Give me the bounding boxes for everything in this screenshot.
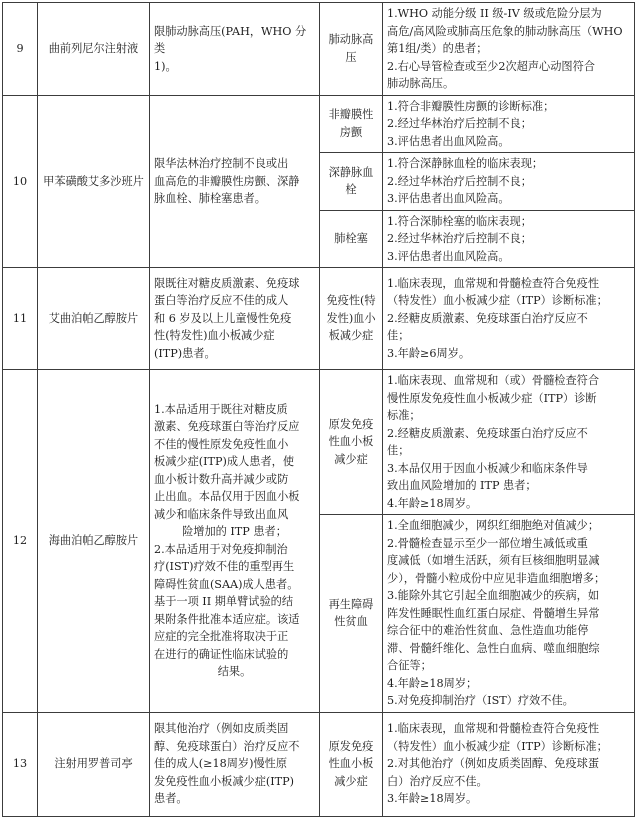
indication-name: 肺动脉高压 <box>320 3 383 96</box>
criteria-line: 综合征中的难治性贫血、急性造血功能停 <box>387 624 589 637</box>
scope-line: 限华法林治疗控制不良或出 <box>154 157 289 170</box>
scope-line: 1.本品适用于既往对糖皮质 <box>154 402 288 416</box>
table-row <box>3 95 635 153</box>
row-number: 9 <box>3 3 38 96</box>
restricted-scope <box>150 268 320 370</box>
scope-line: 限既往对糖皮质激素、免疫球 <box>154 276 300 290</box>
criteria-line: 1.符合深静脉血栓的临床表现； <box>387 157 544 170</box>
scope-line: 患者。 <box>154 792 188 806</box>
criteria-line: 3.年龄≥6周岁。 <box>387 346 471 360</box>
indication-name: 非瓣膜性房颤 <box>320 95 383 153</box>
scope-line: 2.本品适用于对免疫抑制治 <box>154 542 288 556</box>
criteria <box>383 712 635 816</box>
table-row <box>3 712 635 816</box>
criteria-line: 2.经糖皮质激素、免疫球蛋白治疗反应不 <box>387 311 588 325</box>
criteria-line: 标准； <box>387 409 421 422</box>
scope-line: 疗(IST)疗效不佳的重型再生 <box>154 560 295 574</box>
indication-name: 肺栓塞 <box>320 210 383 268</box>
scope-line: 脉血栓、肺栓塞患者。 <box>154 192 266 205</box>
criteria-line: 致出血风险增加的 ITP 患者； <box>387 479 537 492</box>
table-row <box>3 370 635 515</box>
drug-name: 海曲泊帕乙醇胺片 <box>38 370 150 713</box>
scope-line: 基于一项 II 期单臂试验的结 <box>154 595 294 609</box>
criteria-line: 慢性原发免疫性血小板减少症（ITP）诊断 <box>387 391 597 405</box>
criteria <box>383 370 635 515</box>
scope-line: 险增加的 ITP 患者； <box>182 525 287 539</box>
row-number: 13 <box>3 712 38 816</box>
criteria <box>383 515 635 713</box>
criteria-line: 1.符合非瓣膜性房颤的诊断标准； <box>387 99 555 113</box>
criteria-line: 肺动脉高压。 <box>387 77 455 90</box>
criteria-line: 2.经糖皮质激素、免疫球蛋白治疗反应不 <box>387 426 588 440</box>
indication-name: 原发免疫性血小板减少症 <box>320 712 383 816</box>
criteria <box>383 153 635 211</box>
scope-line: 限其他治疗（例如皮质类固 <box>154 722 289 736</box>
drug-name: 艾曲泊帕乙醇胺片 <box>38 268 150 370</box>
criteria-line: 3.评估患者出血风险高。 <box>387 249 510 263</box>
scope-line: 板减少症(ITP)成人患者，使 <box>154 455 295 469</box>
criteria-line: 1.符合深肺栓塞的临床表现； <box>387 214 532 228</box>
criteria-line: 度减低（如增生活跃，须有巨核细胞明显减 <box>387 554 600 567</box>
scope-line: 蛋白等治疗反应不佳的成人 <box>154 294 289 308</box>
criteria <box>383 3 635 96</box>
criteria-line: 2.经过华林治疗后控制不良； <box>387 117 532 130</box>
criteria-line: 5.对免疫抑制治疗（IST）疗效不佳。 <box>387 694 574 707</box>
criteria-line: 1.临床表现、血常规和（或）骨髓检查符合 <box>387 374 600 387</box>
criteria-line: 白）治疗反应不佳。 <box>387 774 488 788</box>
criteria-line: 3.评估患者出血风险高。 <box>387 192 510 205</box>
row-number: 10 <box>3 95 38 268</box>
row-number: 11 <box>3 268 38 370</box>
scope-line: 醇、免疫球蛋白）治疗反应不 <box>154 739 300 753</box>
criteria-line: 1.WHO 动能分级 II 级-IV 级或危险分层为 <box>387 7 602 20</box>
scope-line: 佳的成人(≥18周岁)慢性原 <box>154 757 288 771</box>
criteria-line: （特发性）血小板减少症（ITP）诊断标准； <box>387 294 608 308</box>
scope-line: 果附条件批准本适应症。该适 <box>154 612 300 626</box>
scope-line: 发免疫性血小板减少症(ITP) <box>154 774 295 788</box>
criteria-line: 2.右心导管检查或至少2次超声心动图符合 <box>387 59 595 73</box>
criteria-line: 1.临床表现，血常规和骨髓检查符合免疫性 <box>387 276 600 290</box>
scope-line: 1)。 <box>154 59 177 73</box>
criteria <box>383 210 635 268</box>
criteria-line: 滞、骨髓纤维化、急性白血病、噬血细胞综 <box>387 641 600 655</box>
drug-indication-table <box>2 2 635 817</box>
scope-line: 性(特发性)血小板减少症 <box>154 329 275 343</box>
criteria-line: 2.对其他治疗（例如皮质类固醇、免疫球蛋 <box>387 757 600 771</box>
restricted-scope <box>150 95 320 268</box>
scope-line: 血高危的非瓣膜性房颤、深静 <box>154 174 300 188</box>
criteria-line: 3.能除外其它引起全血细胞减少的疾病，如 <box>387 589 600 602</box>
criteria-line: 2.经过华林治疗后控制不良； <box>387 174 532 188</box>
scope-line: 减少和临床条件导致出血风 <box>154 507 289 521</box>
criteria-line: 少），骨髓小粒成份中应见非造血细胞增多； <box>387 571 606 585</box>
criteria <box>383 95 635 153</box>
criteria-line: 佳； <box>387 329 410 343</box>
criteria-line: 3.本品仅用于因血小板减少和临床条件导 <box>387 461 588 475</box>
drug-name: 注射用罗普司亭 <box>38 712 150 816</box>
scope-line: 限肺动脉高压(PAH，WHO 分类 <box>154 24 307 55</box>
scope-line: 和 6 岁及以上儿童慢性免疫 <box>154 311 292 325</box>
criteria-line: 佳； <box>387 444 410 457</box>
criteria-line: 1.全血细胞减少，网织红细胞绝对值减少； <box>387 519 600 532</box>
scope-line: (ITP)患者。 <box>154 346 216 360</box>
criteria-line: 合征等； <box>387 659 432 672</box>
scope-line: 障碍性贫血(SAA)成人患者。 <box>154 577 299 591</box>
drug-name: 甲苯磺酸艾多沙班片 <box>38 95 150 268</box>
row-number: 12 <box>3 370 38 713</box>
restricted-scope <box>150 712 320 816</box>
criteria-line: 3.评估患者出血风险高。 <box>387 134 510 148</box>
indication-name: 再生障碍性贫血 <box>320 515 383 713</box>
criteria-line: 4.年龄≥18周岁。 <box>387 496 478 510</box>
scope-line: 血小板计数升高并减少或防 <box>154 472 289 486</box>
criteria-line: 2.骨髓检查显示至少一部位增生减低或重 <box>387 536 588 550</box>
scope-line: 结果。 <box>217 665 252 679</box>
criteria-line: 阵发性睡眠性血红蛋白尿症、骨髓增生异常 <box>387 606 600 620</box>
criteria-line: 3.年龄≥18周岁。 <box>387 792 478 806</box>
indication-name: 深静脉血栓 <box>320 153 383 211</box>
scope-line: 激素、免疫球蛋白等治疗反应 <box>154 420 300 434</box>
indication-name: 原发免疫性血小板减少症 <box>320 370 383 515</box>
criteria-line: 1.临床表现，血常规和骨髓检查符合免疫性 <box>387 722 600 736</box>
indication-name: 免疫性(特发性)血小板减少症 <box>320 268 383 370</box>
restricted-scope <box>150 370 320 713</box>
scope-line: 不佳的慢性原发免疫性血小 <box>154 437 289 451</box>
criteria-line: 4.年龄≥18周岁； <box>387 676 478 690</box>
scope-line: 止出血。本品仅用于因血小板 <box>154 490 300 504</box>
criteria-line: （特发性）血小板减少症（ITP）诊断标准； <box>387 739 608 753</box>
scope-line: 在进行的确证性临床试验的 <box>154 647 289 661</box>
scope-line: 应症的完全批准将取决于正 <box>154 630 289 644</box>
criteria <box>383 268 635 370</box>
table-row <box>3 3 635 96</box>
criteria-line: 2.经过华林治疗后控制不良； <box>387 232 532 245</box>
criteria-line: 高危/高风险或肺高压危象的肺动脉高压（WHO <box>387 24 623 38</box>
restricted-scope <box>150 3 320 96</box>
drug-name: 曲前列尼尔注射液 <box>38 3 150 96</box>
table-row <box>3 268 635 370</box>
criteria-line: 第1组/类）的患者； <box>387 42 488 55</box>
